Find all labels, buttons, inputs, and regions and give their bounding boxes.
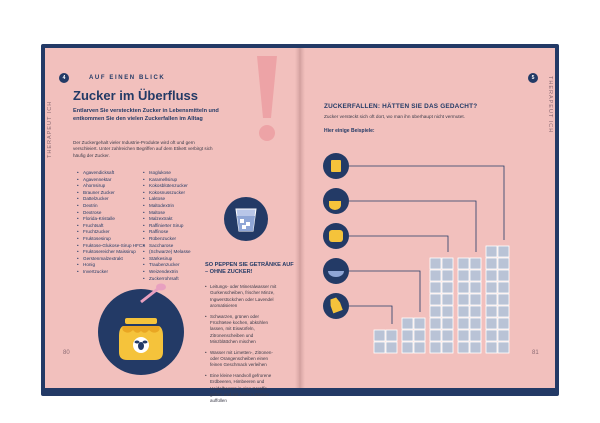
sugar-cube: [430, 282, 441, 293]
book-spread: [41, 44, 559, 404]
sugar-cube: [442, 330, 453, 341]
sugar-name-item: • Dattelzucker: [77, 196, 145, 203]
sugar-cube: [414, 330, 425, 341]
sugar-names-list-1: [77, 170, 145, 276]
connector-line: [349, 236, 448, 252]
sugar-cube: [430, 270, 441, 281]
sugar-name-item: • Rübenzucker: [143, 236, 191, 243]
sugar-name-item: • (Schwarze) Melasse: [143, 249, 191, 256]
sugar-cube: [498, 294, 509, 305]
examples-label: Hier einige Beispiele:: [324, 128, 375, 134]
sugar-cube: [442, 282, 453, 293]
sugar-name-item: • Dextrin: [77, 203, 145, 210]
sugar-name-item: • Dextrose: [77, 210, 145, 217]
right-page: [302, 48, 555, 388]
sugar-cube: [442, 318, 453, 329]
sugar-cube: [442, 342, 453, 353]
infographic-subtitle: Zucker versteckt sich oft dort, wo man ihn überhaupt nicht vermutet.: [324, 114, 465, 119]
sugar-cube: [442, 270, 453, 281]
sugar-cube: [430, 306, 441, 317]
sugar-name-item: • Kokosnusszucker: [143, 190, 191, 197]
sugar-cube: [486, 294, 497, 305]
sugar-cube: [470, 270, 481, 281]
sugar-name-item: • Stärkesirup: [143, 256, 191, 263]
sugar-cube: [498, 318, 509, 329]
sugar-cube: [442, 294, 453, 305]
sugar-cube: [458, 330, 469, 341]
sugar-cube: [498, 258, 509, 269]
sugar-cube: [430, 330, 441, 341]
tip-item: • Eine kleine Handvoll gefrorene Erdbeeren, Himbeeren und Heidelbeeren in eine Karaffe geben und mit kaltem Wasser auffüllen: [205, 373, 279, 404]
sugar-cube: [498, 330, 509, 341]
connector-line: [349, 201, 476, 252]
sugar-name-item: • Fruchtsaft: [77, 223, 145, 230]
water-glass-icon: [223, 196, 269, 242]
side-running-title: THERAPEUT ICH: [547, 76, 553, 134]
connector-line: [349, 166, 504, 240]
tips-title: SO PEPPEN SIE GETRÄNKE AUF – OHNE ZUCKER!: [205, 262, 294, 275]
page-badge: 5: [528, 73, 538, 83]
sugar-cube-chart: [302, 48, 555, 388]
sugar-name-item: • Agavendicksaft: [77, 170, 145, 177]
page-title: Zucker im Überfluss: [73, 88, 198, 103]
sugar-cube: [498, 342, 509, 353]
sugar-cube: [498, 270, 509, 281]
sugar-name-item: • Fruktosereicher Maissirup: [77, 249, 145, 256]
sugar-cube: [486, 318, 497, 329]
page-badge: 4: [59, 73, 69, 83]
sugar-name-item: • Fruktose-Glukose-Sirup HFCS: [77, 243, 145, 250]
sugar-cube: [498, 306, 509, 317]
sugar-name-item: • Gerstenmalzextrakt: [77, 256, 145, 263]
sugar-cube: [486, 330, 497, 341]
sugar-name-item: • Invertzucker: [77, 269, 145, 276]
sugar-cube: [470, 330, 481, 341]
sugar-cube: [498, 246, 509, 257]
sugar-cube: [486, 246, 497, 257]
sugar-cube: [470, 342, 481, 353]
sugar-name-item: • Raffinose: [143, 229, 191, 236]
intro-text: Der Zuckergehalt vieler Industrie-Produkte wird oft und gern verschleiert. Unter zahlreichen Begriffen auf dem Etikett verbirgt sich häufig der Zucker.: [73, 140, 213, 158]
sugar-cube: [402, 330, 413, 341]
sugar-name-item: • Maltodextrin: [143, 203, 191, 210]
lede-text: Entlarven Sie versteckten Zucker in Lebensmitteln und entkommen Sie den vielen Zuckerfallen im Alltag: [73, 108, 219, 122]
sugar-cube: [470, 258, 481, 269]
sugar-cube: [458, 270, 469, 281]
sugar-cube: [486, 270, 497, 281]
sugar-name-item: • Karamellsirup: [143, 177, 191, 184]
sugar-name-item: • Honig: [77, 262, 145, 269]
sugar-name-item: • Zuckerrohrsaft: [143, 276, 191, 283]
sugar-cube: [486, 258, 497, 269]
exclamation-icon: [253, 56, 281, 146]
sugar-cube: [486, 342, 497, 353]
sugar-cube: [402, 318, 413, 329]
sugar-cube: [470, 294, 481, 305]
sugar-cube: [470, 282, 481, 293]
sugar-cube: [470, 318, 481, 329]
section-label: AUF EINEN BLICK: [89, 75, 166, 81]
honey-jar-icon: [97, 288, 185, 376]
tip-item: • Leitungs- oder Mineralwasser mit Gurkenscheiben, frischer Minze, Ingwerstückchen oder Lavendel aromatisieren: [205, 284, 279, 309]
infographic-title: ZUCKERFALLEN: HÄTTEN SIE DAS GEDACHT?: [324, 103, 478, 110]
sugar-cube: [458, 306, 469, 317]
sugar-name-item: • Maltose: [143, 210, 191, 217]
sugar-names-list-2: [143, 170, 191, 282]
sugar-name-item: • Raffinierter Sirup: [143, 223, 191, 230]
toast-icon: [329, 230, 343, 242]
sugar-name-item: • Fruchtzucker: [77, 229, 145, 236]
sugar-cube: [458, 342, 469, 353]
sugar-name-item: • Saccharose: [143, 243, 191, 250]
tip-item: • Schwarzen, grünen oder Früchtetee kochen, abkühlen lassen, mit Eiswürfeln, Zitronenscheiben und Minzblättchen mischen: [205, 314, 279, 345]
sugar-name-item: • Fruktosesirup: [77, 236, 145, 243]
sugar-cube: [458, 294, 469, 305]
sugar-cube: [386, 342, 397, 353]
sugar-name-item: • Malzextrakt: [143, 216, 191, 223]
sugar-name-item: • Isoglukose: [143, 170, 191, 177]
sugar-cube: [458, 258, 469, 269]
sugar-name-item: • Weizendextrin: [143, 269, 191, 276]
sugar-cube: [386, 330, 397, 341]
sugar-cube: [402, 342, 413, 353]
page-number: 80: [63, 350, 70, 356]
sugar-cube: [374, 342, 385, 353]
sugar-cube: [470, 306, 481, 317]
sugar-name-item: • Florida-Kristalle: [77, 216, 145, 223]
sugar-cube: [430, 342, 441, 353]
sugar-cube: [442, 258, 453, 269]
sugar-cube: [374, 330, 385, 341]
sugar-cube: [486, 282, 497, 293]
sugar-cube: [498, 282, 509, 293]
sugar-cube: [430, 258, 441, 269]
sugar-name-item: • Kokosblütenzucker: [143, 183, 191, 190]
sugar-name-item: • Traubenzucker: [143, 262, 191, 269]
sugar-name-item: • Agavennektar: [77, 177, 145, 184]
tips-list: [205, 284, 279, 409]
sugar-cube: [414, 342, 425, 353]
sugar-name-item: • Brauner Zucker: [77, 190, 145, 197]
connector-line: [349, 306, 392, 324]
tip-item: • Wasser mit Limetten-, Zitronen- oder Orangenscheiben einen feinen Geschmack verleihen: [205, 350, 279, 369]
sugar-cube: [458, 282, 469, 293]
side-running-title: THERAPEUT ICH: [47, 100, 53, 158]
sugar-cube: [414, 318, 425, 329]
sugar-name-item: • Ahornsirup: [77, 183, 145, 190]
sugar-cube: [442, 306, 453, 317]
book-gutter: [295, 48, 305, 388]
sugar-cube: [458, 318, 469, 329]
page-number: 81: [532, 350, 539, 356]
sugar-cube: [430, 294, 441, 305]
juice-glass-icon: [331, 160, 341, 172]
sugar-cube: [430, 318, 441, 329]
sugar-name-item: • Laktose: [143, 196, 191, 203]
left-page: [45, 48, 298, 404]
sugar-cube: [486, 306, 497, 317]
